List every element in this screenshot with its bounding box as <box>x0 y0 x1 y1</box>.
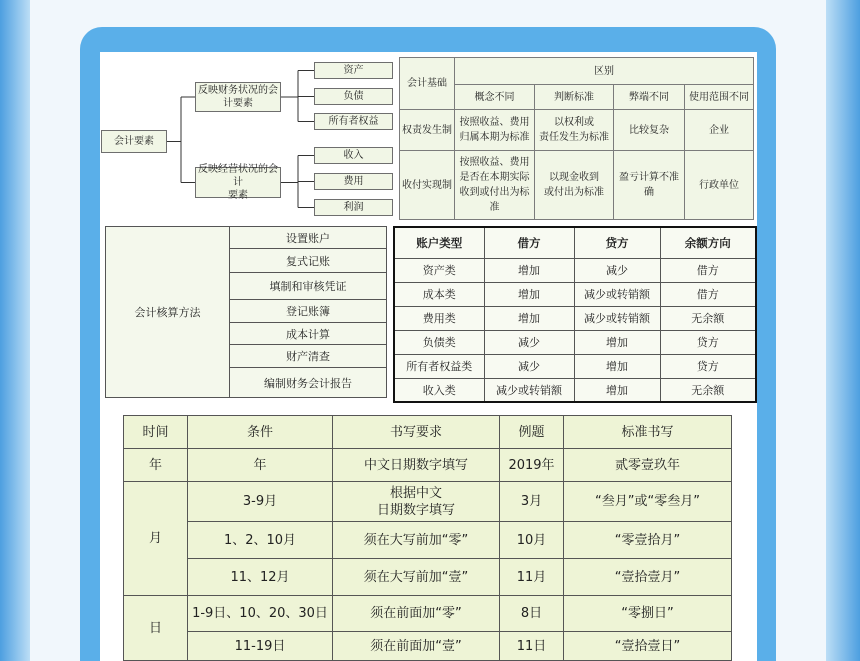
date-row <box>124 482 732 522</box>
date-row <box>124 596 732 632</box>
date-condition-cell: 1、2、10月 <box>188 522 333 559</box>
account-debit-cell: 减少 <box>484 330 574 354</box>
account-balance-cell: 贷方 <box>660 354 756 378</box>
account-header-row <box>394 227 756 258</box>
account-type-cell: 收入类 <box>394 378 484 402</box>
method-item: 成本计算 <box>230 323 387 345</box>
date-condition-cell: 年 <box>188 449 333 482</box>
basis-cell: 行政单位 <box>685 151 754 220</box>
accounting-basis-table <box>399 57 754 220</box>
account-debit-cell: 增加 <box>484 258 574 282</box>
account-balance-cell: 借方 <box>660 282 756 306</box>
date-requirement-cell: 须在前面加“壹” <box>333 632 500 661</box>
account-credit-cell: 减少 <box>574 258 660 282</box>
date-example-cell: 8日 <box>500 596 564 632</box>
basis-cell: 以现金收到 或付出为标准 <box>535 151 614 220</box>
date-requirement-cell: 须在大写前加“零” <box>333 522 500 559</box>
method-row <box>106 227 387 249</box>
account-balance-cell: 无余额 <box>660 378 756 402</box>
account-debit-cell: 减少或转销额 <box>484 378 574 402</box>
date-requirement-cell: 根据中文 日期数字填写 <box>333 482 500 522</box>
account-type-cell: 资产类 <box>394 258 484 282</box>
date-requirement-cell: 须在前面加“零” <box>333 596 500 632</box>
method-item: 财产清查 <box>230 345 387 368</box>
tree-leaf-node-equity: 所有者权益 <box>314 113 393 130</box>
basis-column-header: 使用范围不同 <box>685 85 754 110</box>
date-condition-cell: 1-9日、10、20、30日 <box>188 596 333 632</box>
tree-group-node-financial-position: 反映财务状况的会 计要素 <box>195 82 281 112</box>
basis-cell: 按照收益、费用 归属本期为标准 <box>455 110 535 151</box>
account-row <box>394 354 756 378</box>
accounting-methods-table <box>105 226 387 398</box>
account-type-cell: 成本类 <box>394 282 484 306</box>
date-row <box>124 559 732 596</box>
account-type-cell: 所有者权益类 <box>394 354 484 378</box>
tree-group-node-operating-results: 反映经营状况的会计 要素 <box>195 167 281 198</box>
account-row <box>394 306 756 330</box>
date-period-cell: 月 <box>124 482 188 596</box>
date-condition-cell: 11-19日 <box>188 632 333 661</box>
date-header-cell: 条件 <box>188 416 333 449</box>
account-row <box>394 282 756 306</box>
methods-title-cell: 会计核算方法 <box>106 227 230 398</box>
date-standard-cell: “叁月”或“零叁月” <box>564 482 732 522</box>
date-period-cell: 年 <box>124 449 188 482</box>
account-debit-cell: 增加 <box>484 306 574 330</box>
tree-leaf-node-revenue: 收入 <box>314 147 393 164</box>
account-credit-cell: 增加 <box>574 378 660 402</box>
date-header-cell: 标准书写 <box>564 416 732 449</box>
account-credit-cell: 减少或转销额 <box>574 282 660 306</box>
account-type-cell: 负债类 <box>394 330 484 354</box>
date-example-cell: 11月 <box>500 559 564 596</box>
tree-leaf-node-profit: 利润 <box>314 199 393 216</box>
account-row <box>394 330 756 354</box>
basis-row-label: 权责发生制 <box>400 110 455 151</box>
account-debit-cell: 减少 <box>484 354 574 378</box>
date-condition-cell: 11、12月 <box>188 559 333 596</box>
account-balance-cell: 无余额 <box>660 306 756 330</box>
right-edge-strip <box>826 0 860 661</box>
account-credit-cell: 增加 <box>574 354 660 378</box>
date-example-cell: 10月 <box>500 522 564 559</box>
date-writing-table <box>123 415 732 661</box>
tree-leaf-node-expenses: 费用 <box>314 173 393 190</box>
method-item: 填制和审核凭证 <box>230 273 387 300</box>
account-header-cell: 贷方 <box>574 227 660 258</box>
basis-row-label: 收付实现制 <box>400 151 455 220</box>
account-header-cell: 账户类型 <box>394 227 484 258</box>
tree-leaf-node-assets: 资产 <box>314 62 393 79</box>
basis-row-accrual <box>400 110 754 151</box>
account-type-cell: 费用类 <box>394 306 484 330</box>
basis-row-cash <box>400 151 754 220</box>
account-header-cell: 借方 <box>484 227 574 258</box>
date-requirement-cell: 须在大写前加“壹” <box>333 559 500 596</box>
date-standard-cell: “零壹拾月” <box>564 522 732 559</box>
tree-root-node: 会计要素 <box>101 130 167 153</box>
method-item: 登记账簿 <box>230 300 387 323</box>
date-header-row <box>124 416 732 449</box>
account-header-cell: 余额方向 <box>660 227 756 258</box>
basis-column-header: 判断标准 <box>535 85 614 110</box>
date-row <box>124 522 732 559</box>
method-item: 复式记账 <box>230 249 387 273</box>
basis-group-header: 区别 <box>455 58 754 85</box>
date-standard-cell: “壹拾壹日” <box>564 632 732 661</box>
basis-cell: 企业 <box>685 110 754 151</box>
basis-cell: 比较复杂 <box>614 110 685 151</box>
account-credit-cell: 增加 <box>574 330 660 354</box>
account-row <box>394 258 756 282</box>
basis-corner-header: 会计基础 <box>400 58 455 110</box>
date-example-cell: 2019年 <box>500 449 564 482</box>
basis-cell: 盈亏计算不准确 <box>614 151 685 220</box>
method-item: 设置账户 <box>230 227 387 249</box>
tree-leaf-node-liabilities: 负债 <box>314 88 393 105</box>
date-row <box>124 632 732 661</box>
date-row <box>124 449 732 482</box>
basis-column-header: 弊端不同 <box>614 85 685 110</box>
date-header-cell: 时间 <box>124 416 188 449</box>
date-header-cell: 例题 <box>500 416 564 449</box>
method-item: 编制财务会计报告 <box>230 368 387 398</box>
account-credit-cell: 减少或转销额 <box>574 306 660 330</box>
date-example-cell: 11日 <box>500 632 564 661</box>
date-requirement-cell: 中文日期数字填写 <box>333 449 500 482</box>
date-standard-cell: “零捌日” <box>564 596 732 632</box>
date-standard-cell: “壹拾壹月” <box>564 559 732 596</box>
date-standard-cell: 贰零壹玖年 <box>564 449 732 482</box>
basis-cell: 按照收益、费用 是否在本期实际 收到或付出为标准 <box>455 151 535 220</box>
account-row <box>394 378 756 402</box>
date-header-cell: 书写要求 <box>333 416 500 449</box>
account-balance-cell: 借方 <box>660 258 756 282</box>
account-balance-cell: 贷方 <box>660 330 756 354</box>
date-example-cell: 3月 <box>500 482 564 522</box>
account-debit-cell: 增加 <box>484 282 574 306</box>
date-condition-cell: 3-9月 <box>188 482 333 522</box>
account-direction-table <box>393 226 757 403</box>
basis-cell: 以权利或 责任发生为标准 <box>535 110 614 151</box>
basis-column-header: 概念不同 <box>455 85 535 110</box>
date-period-cell: 日 <box>124 596 188 661</box>
basis-header-row <box>400 58 754 85</box>
